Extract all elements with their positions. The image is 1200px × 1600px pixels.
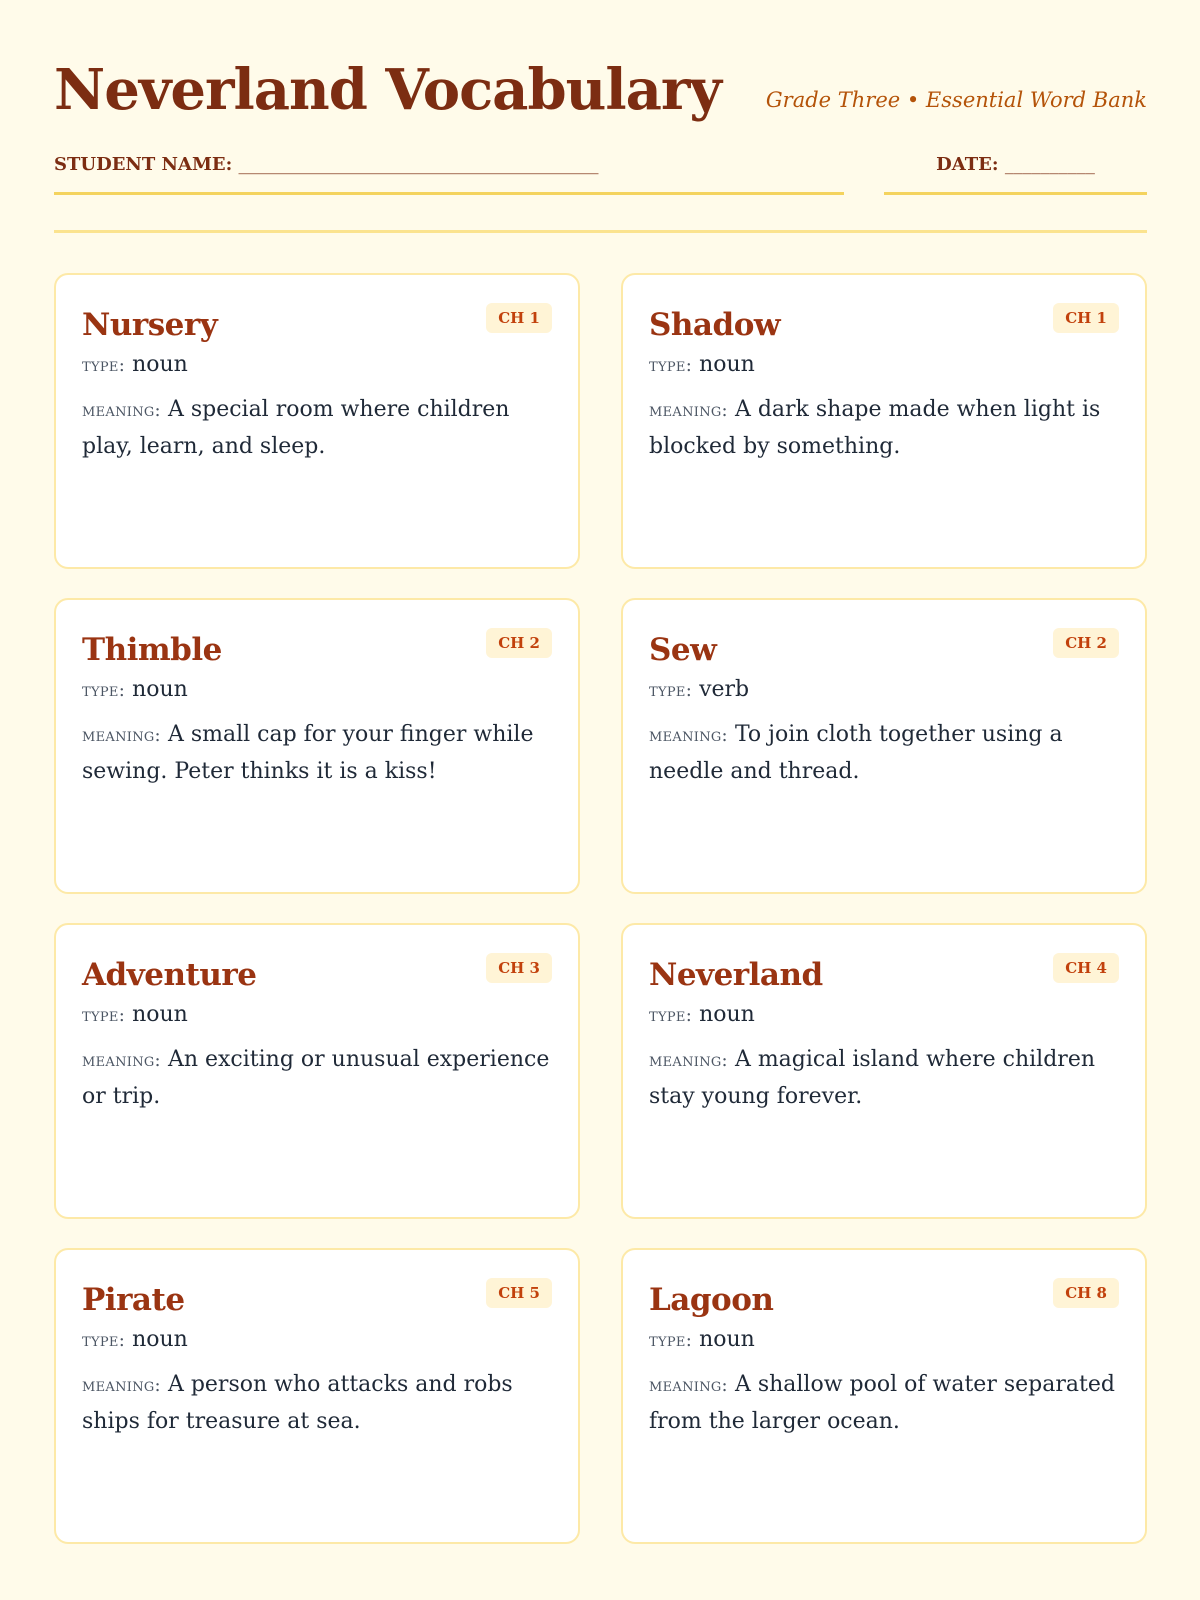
- student-name-blank: ________________________________________: [238, 154, 599, 175]
- chapter-badge: CH 2: [486, 628, 552, 658]
- chapter-badge: CH 1: [486, 303, 552, 333]
- date-label: DATE:: [936, 154, 999, 175]
- chapter-badge: CH 3: [486, 953, 552, 983]
- word-type-line: [649, 349, 1119, 382]
- vocab-card: [54, 273, 580, 569]
- word-type-line: [649, 674, 1119, 707]
- word-meaning: A shallow pool of water separated from the larger ocean.: [649, 1372, 1115, 1434]
- type-label: type:: [649, 355, 693, 376]
- word-meaning: To join cloth together using a needle and thread.: [649, 722, 1063, 784]
- type-label: type:: [82, 680, 126, 701]
- student-name-field[interactable]: [54, 150, 844, 195]
- word-meaning: A magical island where children stay young forever.: [649, 1047, 1096, 1109]
- type-label: type:: [82, 355, 126, 376]
- vocab-card: [621, 273, 1147, 569]
- word-type-line: [82, 349, 552, 382]
- word-type: noun: [132, 1327, 188, 1352]
- meaning-label: meaning:: [82, 1375, 161, 1396]
- vocab-word: Neverland: [649, 957, 823, 993]
- word-meaning-line: [649, 1042, 1119, 1115]
- header: [54, 52, 1147, 132]
- word-type: noun: [132, 1002, 188, 1027]
- type-label: type:: [649, 1005, 693, 1026]
- vocab-word: Sew: [649, 632, 717, 668]
- word-meaning: A small cap for your finger while sewing. Peter thinks it is a kiss!: [82, 722, 534, 784]
- vocab-word: Pirate: [82, 1282, 185, 1318]
- word-type: noun: [699, 1327, 755, 1352]
- word-type: noun: [132, 352, 188, 377]
- word-meaning-line: [649, 392, 1119, 465]
- word-type: noun: [132, 677, 188, 702]
- vocab-card: [54, 598, 580, 894]
- chapter-badge: CH 5: [486, 1278, 552, 1308]
- vocab-word: Adventure: [82, 957, 257, 993]
- word-meaning-line: [82, 717, 552, 790]
- header-divider: [54, 230, 1147, 233]
- vocab-card: [54, 923, 580, 1219]
- word-type: verb: [699, 677, 750, 702]
- word-type-line: [649, 999, 1119, 1032]
- word-meaning-line: [82, 392, 552, 465]
- meaning-label: meaning:: [82, 400, 161, 421]
- chapter-badge: CH 8: [1053, 1278, 1119, 1308]
- vocab-card: [621, 598, 1147, 894]
- vocab-card: [621, 1248, 1147, 1544]
- type-label: type:: [649, 1330, 693, 1351]
- meaning-label: meaning:: [649, 1050, 728, 1071]
- date-field[interactable]: [884, 150, 1147, 195]
- word-type: noun: [699, 1002, 755, 1027]
- word-meaning-line: [82, 1042, 552, 1115]
- vocab-word: Lagoon: [649, 1282, 774, 1318]
- date-blank: __________: [1004, 154, 1095, 175]
- type-label: type:: [82, 1330, 126, 1351]
- meaning-label: meaning:: [649, 725, 728, 746]
- vocab-card: [54, 1248, 580, 1544]
- word-type-line: [82, 999, 552, 1032]
- vocab-word: Nursery: [82, 307, 218, 343]
- meaning-label: meaning:: [82, 1050, 161, 1071]
- word-meaning: An exciting or unusual experience or trip.: [82, 1047, 550, 1109]
- page-subtitle: Grade Three • Essential Word Bank: [765, 88, 1147, 112]
- chapter-badge: CH 4: [1053, 953, 1119, 983]
- meaning-label: meaning:: [82, 725, 161, 746]
- word-type-line: [82, 674, 552, 707]
- vocab-word: Shadow: [649, 307, 781, 343]
- word-type: noun: [699, 352, 755, 377]
- type-label: type:: [82, 1005, 126, 1026]
- vocabulary-card-grid: [54, 273, 1147, 1544]
- word-meaning: A dark shape made when light is blocked by something.: [649, 397, 1101, 459]
- word-type-line: [82, 1324, 552, 1357]
- student-name-label: STUDENT NAME:: [54, 154, 233, 175]
- word-meaning: A special room where children play, learn, and sleep.: [82, 397, 510, 459]
- word-meaning-line: [649, 717, 1119, 790]
- word-meaning-line: [649, 1367, 1119, 1440]
- worksheet-page: [54, 0, 1147, 1600]
- meaning-label: meaning:: [649, 400, 728, 421]
- meaning-label: meaning:: [649, 1375, 728, 1396]
- vocab-word: Thimble: [82, 632, 222, 668]
- page-title: Neverland Vocabulary: [54, 57, 721, 123]
- word-meaning: A person who attacks and robs ships for treasure at sea.: [82, 1372, 513, 1434]
- student-info-row: [54, 150, 1147, 194]
- word-type-line: [649, 1324, 1119, 1357]
- type-label: type:: [649, 680, 693, 701]
- vocab-card: [621, 923, 1147, 1219]
- chapter-badge: CH 1: [1053, 303, 1119, 333]
- word-meaning-line: [82, 1367, 552, 1440]
- chapter-badge: CH 2: [1053, 628, 1119, 658]
